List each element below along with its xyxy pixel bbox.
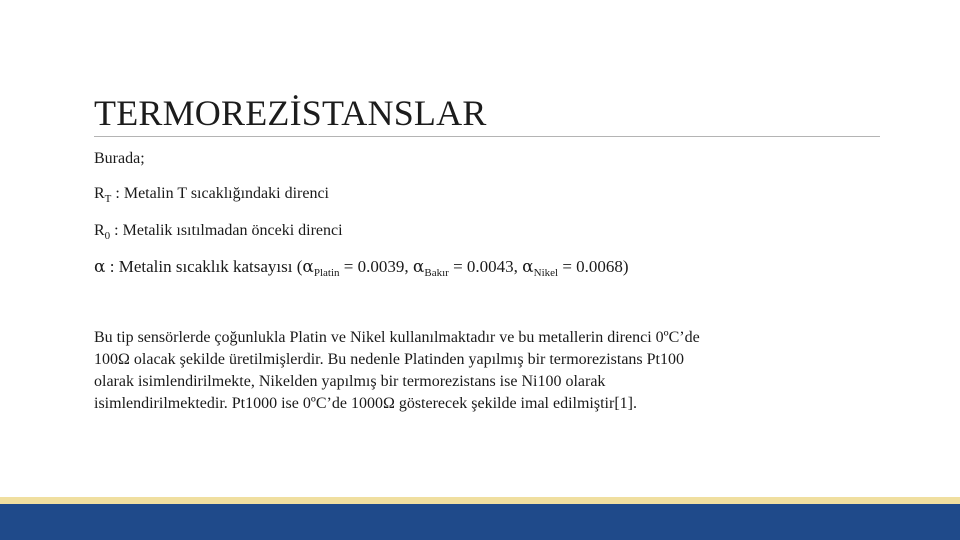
rt-symbol: R [94,185,105,202]
r0-subscript: 0 [104,230,111,242]
title-divider [94,136,880,137]
alpha-platin-value: = 0.0039, [339,257,413,276]
body-paragraph [94,327,864,415]
definition-rt [94,184,329,204]
alpha-description: : Metalin sıcaklık katsayısı ( [105,257,303,276]
paragraph-line: isimlendirilmektedir. Pt1000 ise 0ºC’de 1000Ω gösterecek şekilde imal edilmiştir[1]. [94,395,637,412]
alpha-symbol: α [94,257,106,277]
alpha-nikel-subscript: Nikel [533,267,559,279]
slide-title: TERMOREZİSTANSLAR [94,93,487,133]
r0-description: : Metalik ısıtılmadan önceki direnci [110,222,343,239]
alpha-nikel-value: = 0.0068) [558,257,629,276]
paragraph-line: Bu tip sensörlerde çoğunlukla Platin ve Nikel kullanılmaktadır ve bu metallerin direnci 0ºC’de [94,329,700,346]
intro-text: Burada; [94,150,145,167]
paragraph-line: olarak isimlendirilmekte, Nikelden yapılmış bir termorezistans ise Ni100 olarak [94,373,606,390]
alpha-bakir-value: = 0.0043, [448,257,523,276]
alpha-nikel-symbol: α [522,257,534,277]
alpha-bakir-subscript: Bakır [424,267,449,279]
alpha-platin-symbol: α [302,257,314,277]
definition-r0 [94,221,343,241]
paragraph-line: 100Ω olacak şekilde üretilmişlerdir. Bu nedenle Platinden yapılmış bir termorezistans Pt100 [94,351,684,368]
footer-bar [0,504,960,540]
r0-symbol: R [94,222,105,239]
rt-description: : Metalin T sıcaklığındaki direnci [111,185,329,202]
alpha-platin-subscript: Platin [313,267,340,279]
definition-alpha [94,257,629,277]
footer-accent-bar [0,497,960,504]
alpha-bakir-symbol: α [412,257,425,277]
rt-subscript: T [104,193,112,205]
